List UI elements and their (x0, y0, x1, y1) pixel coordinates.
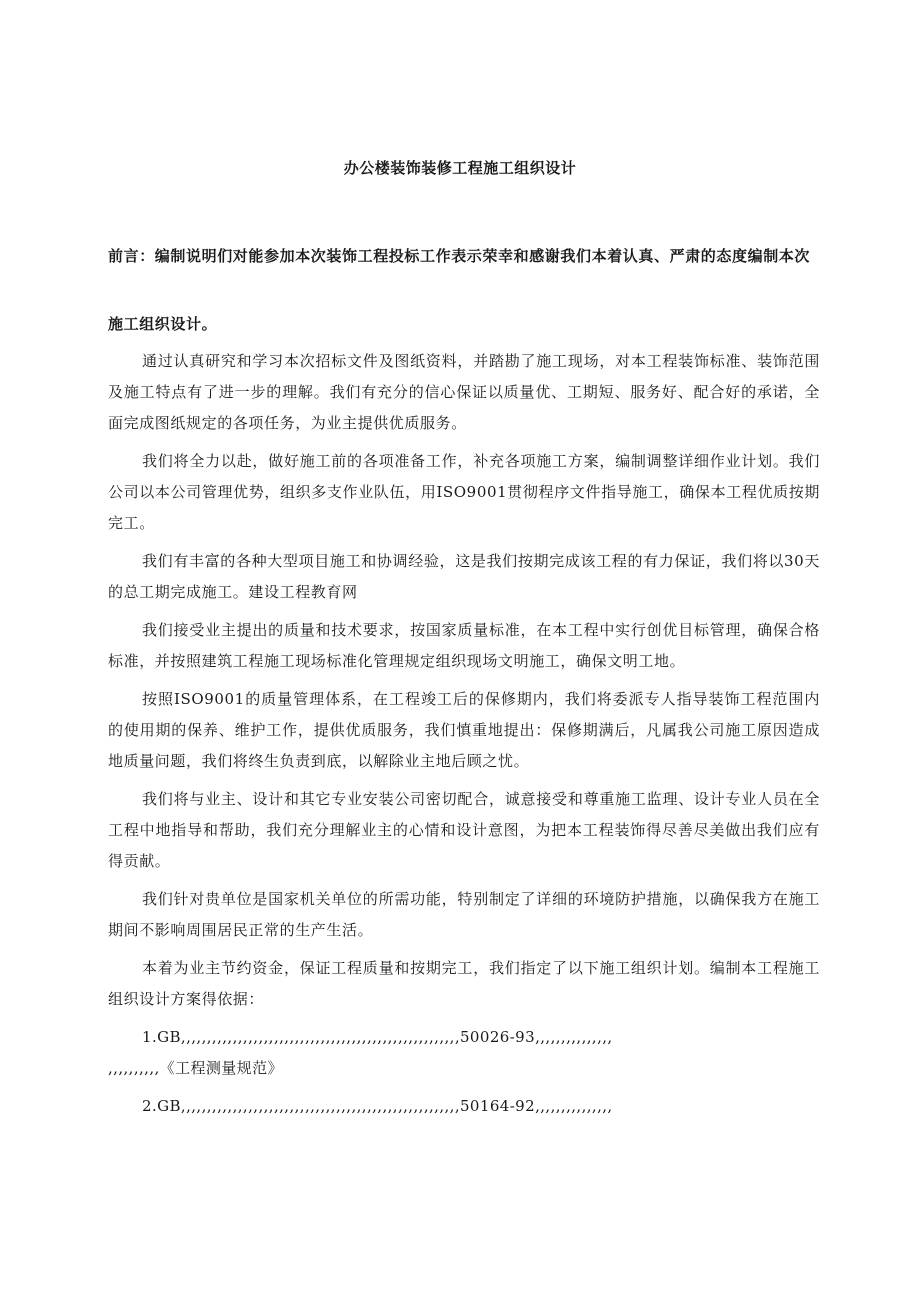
paragraph: 我们针对贵单位是国家机关单位的所需功能，特别制定了详细的环境防护措施，以确保我方在施工期间不影响周围居民正常的生产生活。 (108, 890, 820, 939)
paragraph: 我们将全力以赴，做好施工前的各项准备工作，补充各项施工方案，编制调整详细作业计划。我们公司以本公司管理优势，组织多支作业队伍，用ISO9001贯彻程序文件指导施工，确保本工程优质按期完工。 (108, 452, 820, 532)
preface-text: 前言：编制说明们对能参加本次装饰工程投标工作表示荣幸和感谢我们本着认真、严肃的态度编制本次施工组织设计。 (108, 247, 811, 333)
reference-list-item (108, 1022, 820, 1084)
reference-line: 1.GB,,,,,,,,,,,,,,,,,,,,,,,,,,,,,,,,,,,,,,,,,,,,,,,,,,,,,,50026-93,,,,,,,,,,,,,,, (142, 1028, 613, 1046)
reference-list-item (108, 1091, 820, 1122)
paragraph: 本着为业主节约资金，保证工程质量和按期完工，我们指定了以下施工组织计划。编制本工程施工组织设计方案得依据： (108, 959, 820, 1008)
paragraph: 按照ISO9001的质量管理体系，在工程竣工后的保修期内，我们将委派专人指导装饰工程范围内的使用期的保养、维护工作，提供优质服务，我们慎重地提出：保修期满后，凡属我公司施工原因造成地质量问题，我们将终生负责到底，以解除业主地后顾之忧。 (108, 690, 820, 770)
document-body (108, 346, 820, 1129)
reference-line: 2.GB,,,,,,,,,,,,,,,,,,,,,,,,,,,,,,,,,,,,,,,,,,,,,,,,,,,,,,50164-92,,,,,,,,,,,,,,, (142, 1097, 613, 1115)
paragraph: 我们接受业主提出的质量和技术要求，按国家质量标准，在本工程中实行创优目标管理，确保合格标准，并按照建筑工程施工现场标准化管理规定组织现场文明施工，确保文明工地。 (108, 621, 820, 670)
paragraph: 我们将与业主、设计和其它专业安装公司密切配合，诚意接受和尊重施工监理、设计专业人员在全工程中地指导和帮助，我们充分理解业主的心情和设计意图，为把本工程装饰得尽善尽美做出我们应有得贡献。 (108, 790, 820, 870)
document-title: 办公楼装饰装修工程施工组织设计 (343, 159, 577, 177)
reference-line: ,,,,,,,,,,《工程测量规范》 (108, 1059, 283, 1077)
paragraph: 通过认真研究和学习本次招标文件及图纸资料，并踏勘了施工现场，对本工程装饰标准、装饰范围及施工特点有了进一步的理解。我们有充分的信心保证以质量优、工期短、服务好、配合好的承诺，全面完成图纸规定的各项任务，为业主提供优质服务。 (108, 352, 820, 432)
paragraph: 我们有丰富的各种大型项目施工和协调经验，这是我们按期完成该工程的有力保证，我们将以30天的总工期完成施工。建设工程教育网 (108, 552, 820, 601)
